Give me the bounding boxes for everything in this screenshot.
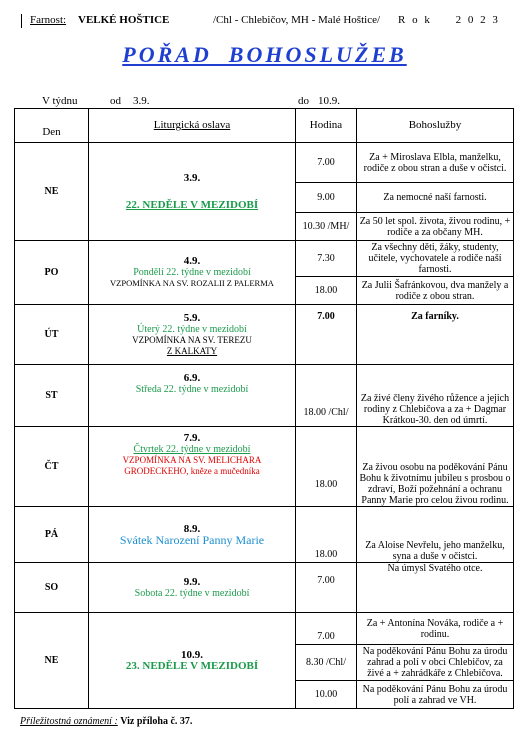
footer [20, 716, 192, 727]
time-cell: 18.00 /Chl/ [296, 365, 357, 427]
time-cell: 10.00 [296, 681, 357, 709]
time-cell: 18.00 [296, 277, 357, 305]
service-cell: Za farníky. [357, 305, 514, 365]
column-header-services: Bohoslužby [357, 109, 514, 143]
service-cell: Na poděkování Pánu Bohu za úrodu polí a zahrad ve VH. [357, 681, 514, 709]
week-from-label: od [110, 95, 121, 107]
liturgy-title: Úterý 22. týdne v mezidobí [137, 323, 247, 335]
time-cell: 18.00 [296, 507, 357, 563]
service-cell: Za nemocné naší farnosti. [357, 183, 514, 213]
day-cell: NE [15, 613, 89, 709]
memorial-note: VZPOMÍNKA NA SV. ROZALII Z PALERMA [110, 278, 274, 288]
time-cell: 9.00 [296, 183, 357, 213]
table-row [15, 365, 514, 427]
service-cell: Za všechny děti, žáky, studenty, učitele, vychovatele a rodiče naší farnosti. [357, 241, 514, 277]
date: 9.9. [183, 575, 201, 588]
table-row [15, 507, 514, 563]
column-header-day: Den [15, 109, 89, 143]
memorial-note-2: Z KALKATY [166, 345, 218, 356]
date: 7.9. [183, 432, 201, 444]
time-cell: 7.00 [296, 305, 357, 365]
time-cell: 8.30 /Chl/ [296, 645, 357, 681]
liturgy-cell [89, 365, 296, 427]
date: 10.9. [181, 648, 203, 661]
time-cell: 18.00 [296, 427, 357, 507]
service-cell: Za + Miroslava Elbla, manželku, rodiče z obou stran a duše v očistci. [357, 143, 514, 183]
column-header-liturgy: Liturgická oslava [89, 109, 296, 143]
liturgy-cell [89, 305, 296, 365]
column-header-hour: Hodina [296, 109, 357, 143]
table-row [15, 427, 514, 507]
liturgy-title: Čtvrtek 22. týdne v mezidobí [133, 444, 251, 455]
liturgy-cell [89, 563, 296, 613]
liturgy-cell [89, 143, 296, 241]
service-cell: Za Julii Šafránkovou, dva manžely a rodiče z obou stran. [357, 277, 514, 305]
day-cell: ST [15, 365, 89, 427]
day-cell: NE [15, 143, 89, 241]
week-from: 3.9. [133, 95, 150, 107]
table-row [15, 305, 514, 365]
year: R o k 2 0 2 3 [398, 14, 500, 26]
memorial-note: VZPOMÍNKA NA SV. TEREZU [132, 334, 252, 345]
table-header-row [15, 109, 514, 143]
date: 4.9. [183, 255, 201, 267]
week-prefix: V týdnu [42, 95, 78, 107]
date: 3.9. [183, 171, 201, 184]
day-cell: PO [15, 241, 89, 305]
liturgy-cell [89, 241, 296, 305]
service-cell: Za 50 let spol. života, živou rodinu, + rodiče a za občany MH. [357, 213, 514, 241]
liturgy-title: 23. NEDĚLE V MEZIDOBÍ [125, 659, 259, 672]
day-cell: ÚT [15, 305, 89, 365]
service-cell: Na poděkování Pánu Bohu za úrodu zahrad a polí v obci Chlebičov, za živé a + zahrádkáře z Chlebičova. [357, 645, 514, 681]
service-cell: Za živou osobu na poděkování Pánu Bohu k životnímu jubileu s prosbou o zdraví, Boží požehnání a ochranu Panny Marie pro celou živou rodinu. [357, 427, 514, 507]
table-row [15, 613, 514, 645]
announcements-label: Příležitostná oznámení : [20, 716, 118, 727]
liturgy-title: Pondělí 22. týdne v mezidobí [133, 267, 251, 278]
week-to-label: do [298, 95, 309, 107]
schedule-table [14, 108, 514, 709]
table-row [15, 143, 514, 183]
service-cell: Za Aloise Nevřelu, jeho manželku, syna a duše v očistci. [357, 507, 514, 563]
time-cell: 7.30 [296, 241, 357, 277]
announcements-text: Viz příloha č. 37. [120, 716, 193, 727]
header-divider [21, 14, 22, 28]
memorial-note: VZPOMÍNKA NA SV. MELICHARA GRODECKEHO, kněze a mučedníka [122, 455, 262, 476]
week-to: 10.9. [318, 95, 340, 107]
time-cell: 7.00 [296, 613, 357, 645]
day-cell: PÁ [15, 507, 89, 563]
liturgy-cell [89, 427, 296, 507]
table-row [15, 241, 514, 277]
liturgy-title: Svátek Narození Panny Marie [119, 532, 265, 547]
liturgy-title: 22. NEDĚLE V MEZIDOBÍ [125, 198, 259, 211]
parish-name: VELKÉ HOŠTICE [78, 14, 170, 26]
date: 5.9. [183, 311, 201, 324]
date: 6.9. [183, 372, 201, 384]
time-cell: 7.00 [296, 563, 357, 613]
liturgy-cell [89, 507, 296, 563]
page-title: POŘAD BOHOSLUŽEB [122, 42, 407, 67]
liturgy-cell [89, 613, 296, 709]
time-cell: 7.00 [296, 143, 357, 183]
service-cell: Za živé členy živého růžence a jejich rodiny z Chlebičova a za + Dagmar Krátkou-30. den od úmrtí. [357, 365, 514, 427]
parish-label: Farnost: [30, 14, 67, 26]
service-cell: Na úmysl Svatého otce. [357, 563, 514, 613]
parish-places: /Chl - Chlebičov, MH - Malé Hoštice/ [213, 14, 381, 26]
liturgy-title: Středa 22. týdne v mezidobí [135, 384, 249, 395]
time-cell: 10.30 /MH/ [296, 213, 357, 241]
date: 8.9. [183, 522, 201, 535]
liturgy-title: Sobota 22. týdne v mezidobí [134, 587, 250, 599]
day-cell: SO [15, 563, 89, 613]
day-cell: ČT [15, 427, 89, 507]
service-cell: Za + Antonína Nováka, rodiče a + rodinu. [357, 613, 514, 645]
table-row [15, 563, 514, 613]
